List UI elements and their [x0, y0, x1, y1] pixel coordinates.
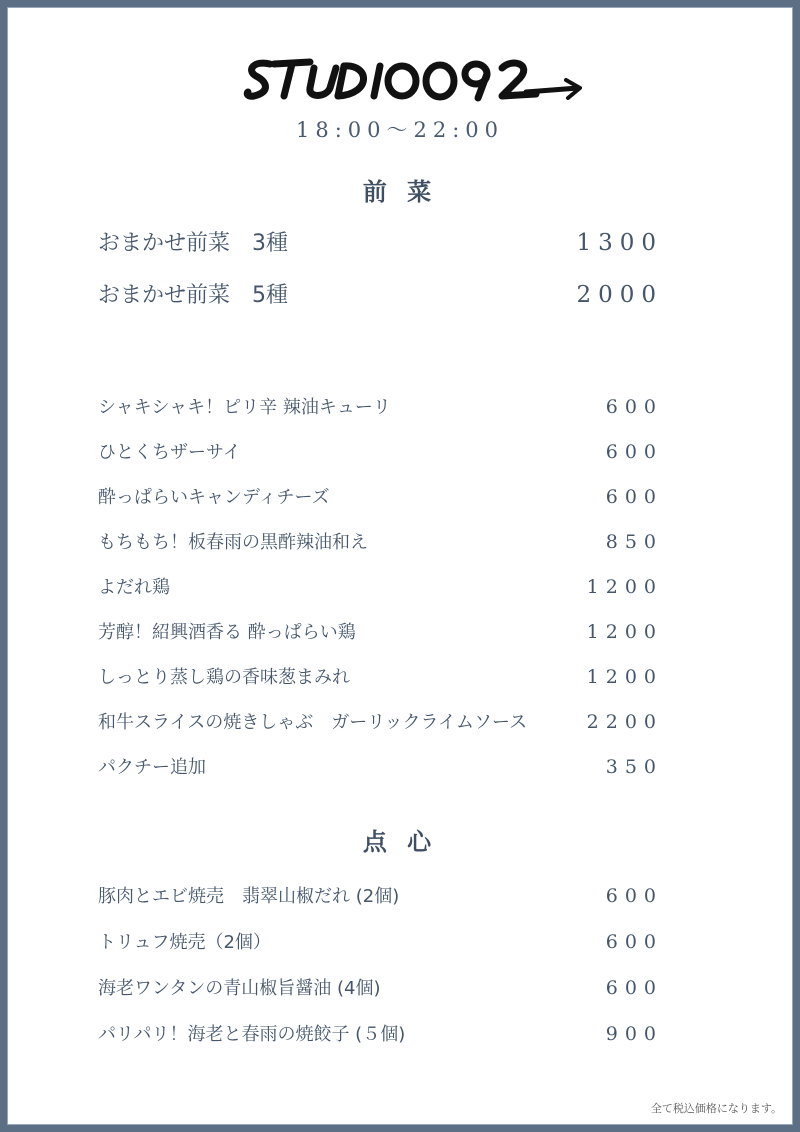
item-name: しっとり蒸し鶏の香味葱まみれ: [98, 667, 350, 688]
item-price: 2000: [576, 282, 663, 308]
menu-item: [98, 618, 663, 644]
item-price: 900: [605, 1023, 663, 1045]
item-name: 海老ワンタンの青山椒旨醤油 (4個): [98, 978, 381, 999]
menu-item: [98, 483, 663, 509]
menu-item: [98, 1020, 663, 1046]
menu-item: [98, 663, 663, 689]
section-title-dimsum: 点 心: [362, 827, 438, 856]
item-name: 豚肉とエビ焼売 翡翠山椒だれ (2個): [98, 886, 400, 907]
menu-item: [98, 438, 663, 464]
menu-item: [98, 882, 663, 908]
tax-note: 全て税込価格になります。: [650, 1102, 782, 1115]
business-hours: 18:00〜22:00: [295, 118, 505, 142]
item-name: パリパリ！海老と春雨の焼餃子 (５個): [98, 1024, 406, 1045]
menu-item: [98, 226, 663, 257]
item-price: 600: [605, 977, 663, 999]
item-price: 850: [605, 531, 663, 553]
section-title-zensai: 前 菜: [362, 177, 438, 206]
item-name: シャキシャキ！ピリ辛 辣油キューリ: [98, 397, 391, 418]
item-name: パクチー追加: [98, 757, 206, 778]
item-price: 2200: [586, 711, 663, 733]
item-price: 350: [605, 756, 663, 778]
item-price: 600: [605, 885, 663, 907]
menu-item: [98, 278, 663, 309]
item-price: 1200: [586, 666, 663, 688]
item-price: 600: [605, 396, 663, 418]
item-name: トリュフ焼売（2個）: [98, 932, 271, 953]
menu-item: [98, 393, 663, 419]
menu-item: [98, 753, 663, 779]
item-name: 和牛スライスの焼きしゃぶ ガーリックライムソース: [98, 712, 528, 733]
item-price: 1200: [586, 621, 663, 643]
item-name: 芳醇！紹興酒香る 酔っぱらい鶏: [98, 622, 356, 643]
menu-item: [98, 708, 663, 734]
item-price: 600: [605, 441, 663, 463]
item-price: 1200: [586, 576, 663, 598]
menu-item: [98, 974, 663, 1000]
studio092-logo: [240, 50, 590, 110]
item-name: おまかせ前菜 3種: [98, 231, 288, 256]
item-name: おまかせ前菜 5種: [98, 283, 288, 308]
item-price: 1300: [576, 230, 663, 256]
item-name: もちもち！板春雨の黒酢辣油和え: [98, 532, 368, 553]
item-name: よだれ鶏: [98, 577, 170, 598]
item-name: 酔っぱらいキャンディチーズ: [98, 487, 330, 508]
item-price: 600: [605, 931, 663, 953]
item-name: ひとくちザーサイ: [98, 442, 241, 463]
item-price: 600: [605, 486, 663, 508]
menu-item: [98, 528, 663, 554]
menu-item: [98, 573, 663, 599]
menu-item: [98, 928, 663, 954]
